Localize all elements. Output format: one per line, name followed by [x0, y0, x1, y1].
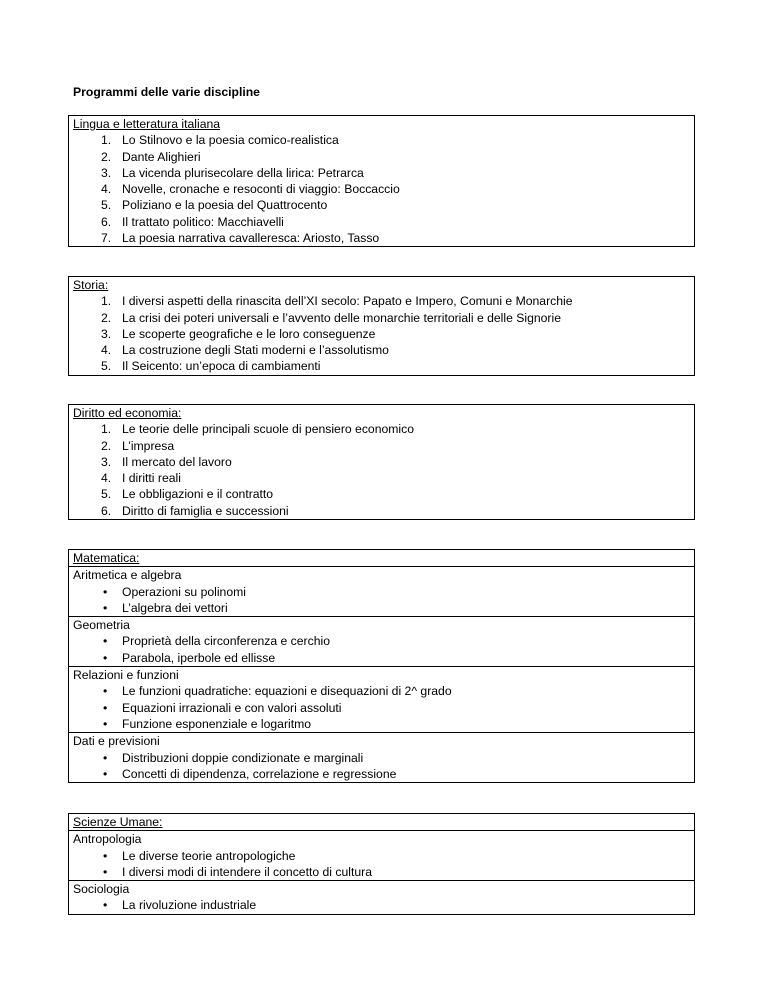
list-item: 3. Il mercato del lavoro: [101, 454, 232, 469]
group-cell: [69, 567, 695, 617]
group-cell: [69, 617, 695, 667]
bullet-icon: •: [103, 634, 108, 649]
bullet-icon: •: [103, 848, 108, 863]
group-cell: [69, 667, 695, 733]
list-item: • Equazioni irrazionali e con valori assoluti: [103, 700, 342, 715]
bullet-icon: •: [103, 716, 108, 731]
numbered-list: [73, 421, 690, 519]
list-item: 1. I diversi aspetti della rinascita dell’XI secolo: Papato e Impero, Comuni e Monarchie: [101, 294, 573, 309]
section-heading: Scienze Umane:: [73, 815, 163, 829]
group-title: Sociologia: [73, 882, 130, 897]
list-item: 2. La crisi dei poteri universali e l’avvento delle monarchie territoriali e delle Signorie: [101, 310, 561, 325]
list-item: 5. Il Seicento: un’epoca di cambiamenti: [101, 359, 321, 374]
section-italiano: [68, 115, 695, 247]
list-item: 1. Lo Stilnovo e la poesia comico-realistica: [101, 133, 339, 148]
bullet-icon: •: [103, 650, 108, 665]
bullet-icon: •: [103, 684, 108, 699]
section-heading: Diritto ed economia:: [73, 406, 182, 420]
list-item: • La rivoluzione industriale: [103, 898, 257, 913]
bullet-list: [73, 633, 690, 666]
list-item: 2. Dante Alighieri: [101, 149, 201, 164]
bullet-icon: •: [103, 898, 108, 913]
page-title: Programmi delle varie discipline: [73, 85, 260, 99]
section-storia: [68, 276, 695, 376]
bullet-list: [73, 750, 690, 783]
list-item: 4. I diritti reali: [101, 471, 181, 486]
list-item: • Funzione esponenziale e logaritmo: [103, 716, 312, 731]
list-item: • I diversi modi di intendere il concetto di cultura: [103, 864, 372, 879]
section-cell: [69, 277, 695, 376]
list-item: • L’algebra dei vettori: [103, 600, 228, 615]
list-item: 4. La costruzione degli Stati moderni e l’assolutismo: [101, 343, 389, 358]
bullet-list: [73, 683, 690, 732]
list-item: • Proprietà della circonferenza e cerchio: [103, 634, 330, 649]
list-item: 5. Le obbligazioni e il contratto: [101, 487, 274, 502]
list-item: • Concetti di dipendenza, correlazione e regressione: [103, 766, 397, 781]
list-item: 6. Il trattato politico: Macchiavelli: [101, 214, 284, 229]
section-scienze-umane: [68, 813, 695, 915]
list-item: 3. La vicenda plurisecolare della lirica: Petrarca: [101, 165, 364, 180]
group-cell: [69, 881, 695, 915]
group-title: Dati e previsioni: [73, 734, 160, 749]
bullet-list: [73, 848, 690, 881]
section-heading-cell: [69, 814, 695, 831]
group-cell: [69, 733, 695, 783]
group-title: Relazioni e funzioni: [73, 668, 179, 683]
bullet-icon: •: [103, 750, 108, 765]
bullet-icon: •: [103, 766, 108, 781]
list-item: 4. Novelle, cronache e resoconti di viaggio: Boccaccio: [101, 182, 400, 197]
section-heading: Storia:: [73, 278, 109, 292]
group-title: Geometria: [73, 618, 130, 633]
section-heading-cell: [69, 550, 695, 567]
section-cell: [69, 116, 695, 247]
section-cell: [69, 405, 695, 520]
section-heading: Matematica:: [73, 551, 140, 565]
bullet-icon: •: [103, 864, 108, 879]
list-item: • Parabola, iperbole ed ellisse: [103, 650, 276, 665]
numbered-list: [73, 132, 690, 246]
section-matematica: [68, 549, 695, 783]
bullet-list: [73, 897, 690, 913]
numbered-list: [73, 293, 690, 374]
list-item: 6. Diritto di famiglia e successioni: [101, 503, 289, 518]
section-heading: Lingua e letteratura italiana: [73, 117, 221, 131]
list-item: • Operazioni su polinomi: [103, 584, 246, 599]
bullet-icon: •: [103, 600, 108, 615]
group-title: Antropologia: [73, 832, 142, 847]
section-diritto: [68, 404, 695, 520]
list-item: • Le funzioni quadratiche: equazioni e disequazioni di 2^ grado: [103, 684, 452, 699]
bullet-icon: •: [103, 700, 108, 715]
group-cell: [69, 831, 695, 881]
list-item: 2. L’impresa: [101, 438, 175, 453]
list-item: 5. Poliziano e la poesia del Quattrocento: [101, 198, 328, 213]
list-item: 3. Le scoperte geografiche e le loro conseguenze: [101, 326, 376, 341]
bullet-list: [73, 584, 690, 617]
list-item: • Distribuzioni doppie condizionate e marginali: [103, 750, 364, 765]
group-title: Aritmetica e algebra: [73, 568, 182, 583]
bullet-icon: •: [103, 584, 108, 599]
list-item: • Le diverse teorie antropologiche: [103, 848, 296, 863]
list-item: 1. Le teorie delle principali scuole di pensiero economico: [101, 422, 414, 437]
list-item: 7. La poesia narrativa cavalleresca: Ariosto, Tasso: [101, 231, 380, 246]
